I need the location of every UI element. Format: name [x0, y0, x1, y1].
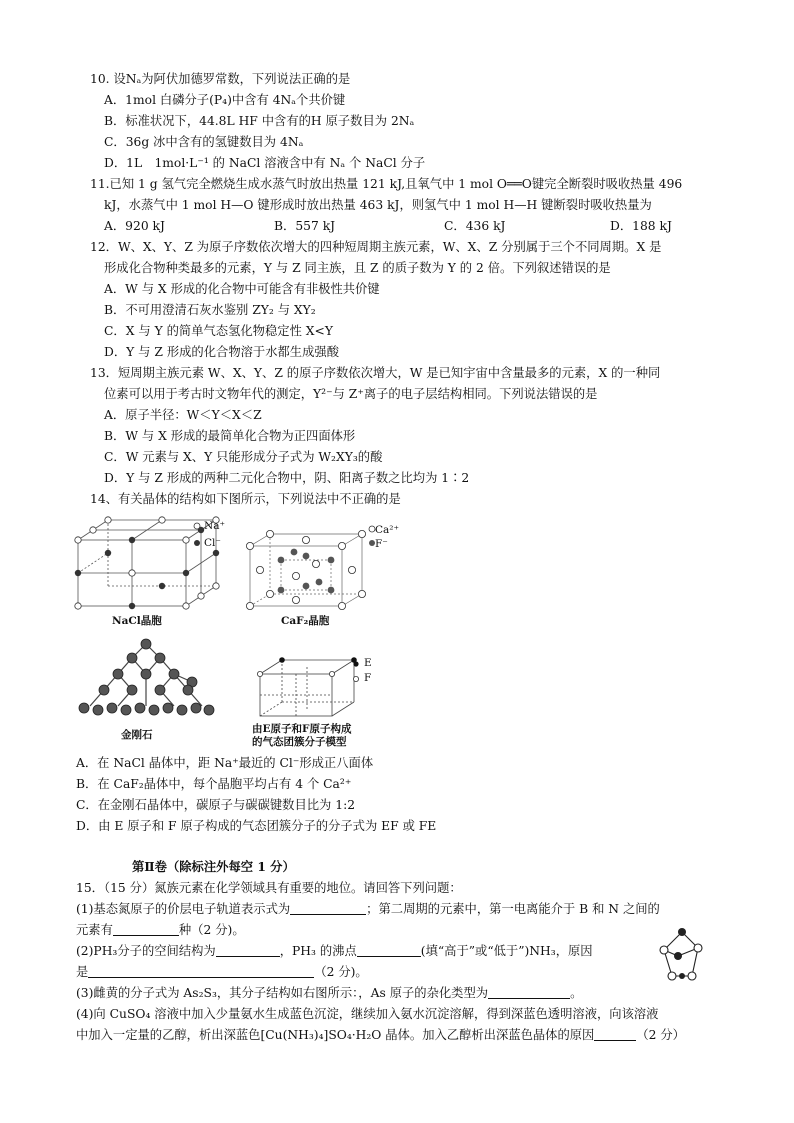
- nacl-legend-na: Na⁺: [204, 520, 225, 532]
- q11-option-d: D．188 kJ: [610, 219, 672, 233]
- cluster-molecule-figure: [258, 656, 358, 718]
- q11-option-b: B．557 kJ: [274, 219, 336, 233]
- q15-part2-text-d: 是: [76, 965, 89, 979]
- q13-option-c: C．W 元素与 X、Y 只能形成分子式为 W₂XY₃的酸: [104, 450, 383, 464]
- q12-option-d: D．Y 与 Z 形成的化合物溶于水都生成强酸: [104, 345, 339, 359]
- q15-answer-blank-boiling[interactable]: [357, 943, 421, 957]
- q15-part2-line1: [76, 942, 593, 960]
- q13-stem-line2: 位素可以用于考古时文物年代的测定，Y²⁻与 Z⁺离子的电子层结构相同。下列说法错误的是: [104, 387, 598, 401]
- q11-option-c: C．436 kJ: [444, 219, 506, 233]
- q15-part3-text-b: 。: [570, 986, 583, 1000]
- q13-stem-line1: 13．短周期主族元素 W、X、Y、Z 的原子序数依次增大，W 是已知宇宙中含量最多的元素，X 的一种同: [90, 366, 661, 380]
- cluster-caption-line2: 的气态团簇分子模型: [252, 736, 347, 748]
- diamond-structure-figure: [76, 636, 216, 722]
- diamond-caption: 金刚石: [121, 729, 153, 741]
- q11-stem-line2: kJ，水蒸气中 1 mol H—O 键形成时放出热量 463 kJ，则氢气中 1 mol H—H 键断裂时吸收热量为: [104, 198, 652, 212]
- q15-part2-text-e: （2 分)。: [314, 965, 368, 979]
- q10-option-a: A．1mol 白磷分子(P₄)中含有 4Nₐ个共价键: [104, 93, 346, 107]
- q15-part2-text-c: (填“高于”或“低于”)NH₃，原因: [420, 944, 593, 958]
- q10-stem: 10. 设Nₐ为阿伏加德罗常数，下列说法正确的是: [90, 72, 351, 86]
- q15-answer-blank-reason[interactable]: [88, 964, 314, 978]
- q15-part1-text-b: ；第二周期的元素中，第一电离能介于 B 和 N 之间的: [366, 902, 660, 916]
- q15-part4-line2: [76, 1026, 685, 1044]
- q12-option-b: B．不可用澄清石灰水鉴别 ZY₂ 与 XY₂: [104, 303, 316, 317]
- caf2-legend-ca: Ca²⁺: [375, 524, 400, 536]
- q12-stem-line2: 形成化合物种类最多的元素，Y 与 Z 同主族，且 Z 的质子数为 Y 的 2 倍。下列叙述错误的是: [104, 261, 611, 275]
- q15-part4-text-b: 中加入一定量的乙醇，析出深蓝色[Cu(NH₃)₄]SO₄·H₂O 晶体。加入乙醇析出深蓝色晶体的原因: [76, 1028, 595, 1042]
- q14-option-a: A．在 NaCl 晶体中，距 Na⁺最近的 Cl⁻形成正八面体: [76, 756, 374, 770]
- q10-option-b: B．标准状况下，44.8L HF 中含有的H 原子数目为 2Nₐ: [104, 114, 415, 128]
- q15-answer-blank-orbital[interactable]: [290, 901, 366, 915]
- section-title: 第Ⅱ卷（除标注外每空 1 分）: [132, 859, 295, 874]
- q15-answer-blank-count[interactable]: [113, 922, 179, 936]
- q13-option-d: D．Y 与 Z 形成的两种二元化合物中，阴、阳离子数之比均为 1∶2: [104, 471, 470, 485]
- q15-part4-text-c: （2 分）: [636, 1028, 685, 1042]
- q14-option-c: C．在金刚石晶体中，碳原子与碳碳键数目比为 1:2: [76, 798, 356, 812]
- cluster-legend-e-marker: [352, 660, 360, 668]
- cluster-legend-e: E: [364, 657, 372, 669]
- q14-option-d: D．由 E 原子和 F 原子构成的气态团簇分子的分子式为 EF 或 FE: [76, 819, 437, 833]
- q15-part4-line1: (4)向 CuSO₄ 溶液中加入少量氨水生成蓝色沉淀，继续加入氨水沉淀溶解，得到深蓝色透明溶液，向该溶液: [76, 1007, 659, 1021]
- caf2-unit-cell-figure: [246, 530, 376, 610]
- q15-part1-text-a: (1)基态氮原子的价层电子轨道表示式为: [76, 902, 291, 916]
- q11-option-a: A．920 kJ: [104, 219, 165, 233]
- q14-stem: 14、有关晶体的结构如下图所示，下列说法中不正确的是: [90, 492, 401, 506]
- cluster-legend-f: F: [364, 672, 372, 684]
- q10-option-d: D．1L 1mol·L⁻¹ 的 NaCl 溶液含中有 Nₐ 个 NaCl 分子: [104, 156, 426, 170]
- q15-part3-text-a: (3)雌黄的分子式为 As₂S₃，其分子结构如右图所示：，As 原子的杂化类型为: [76, 986, 489, 1000]
- as2s3-structure-figure: [656, 926, 704, 984]
- q15-part2-text-b: ，PH₃ 的沸点: [279, 944, 357, 958]
- cluster-legend-f-marker: [352, 675, 360, 683]
- q14-option-b: B．在 CaF₂晶体中，每个晶胞平均占有 4 个 Ca²⁺: [76, 777, 352, 791]
- nacl-caption: NaCl晶胞: [112, 615, 162, 627]
- q15-answer-blank-hybridization[interactable]: [488, 985, 570, 999]
- q10-option-c: C．36g 冰中含有的氢键数目为 4Nₐ: [104, 135, 304, 149]
- q13-option-b: B．W 与 X 形成的最简单化合物为正四面体形: [104, 429, 356, 443]
- q15-part1-text-d: 种（2 分)。: [178, 923, 245, 937]
- q15-part2-text-a: (2)PH₃分子的空间结构为: [76, 944, 216, 958]
- q15-part1-line2: [76, 921, 245, 939]
- q13-option-a: A．原子半径：W＜Y＜X＜Z: [104, 408, 262, 422]
- q15-part1-text-c: 元素有: [76, 923, 113, 937]
- q15-answer-blank-shape[interactable]: [216, 943, 280, 957]
- q11-stem-line1: 11.已知 1 g 氢气完全燃烧生成水蒸气时放出热量 121 kJ,且氧气中 1 mol O══O键完全断裂时吸收热量 496: [90, 177, 683, 191]
- q15-stem: 15．（15 分）氮族元素在化学领域具有重要的地位。请回答下列问题：: [76, 881, 462, 895]
- q12-option-a: A．W 与 X 形成的化合物中可能含有非极性共价键: [104, 282, 380, 296]
- q15-part1-line1: [76, 900, 660, 918]
- q12-option-c: C．X 与 Y 的简单气态氢化物稳定性 X<Y: [104, 324, 333, 338]
- caf2-legend-f: F⁻: [375, 538, 388, 550]
- cluster-caption-line1: 由E原子和F原子构成: [252, 723, 352, 735]
- q15-answer-blank-ethanol[interactable]: [594, 1027, 636, 1041]
- q12-stem-line1: 12．W、X、Y、Z 为原子序数依次增大的四种短周期主族元素，W、X、Z 分别属于三个不同周期。X 是: [90, 240, 662, 254]
- caf2-caption: CaF₂晶胞: [281, 615, 330, 627]
- nacl-legend-cl: Cl⁻: [204, 537, 221, 549]
- q15-part3-line: [76, 984, 582, 1002]
- q15-part2-line2: [76, 963, 368, 981]
